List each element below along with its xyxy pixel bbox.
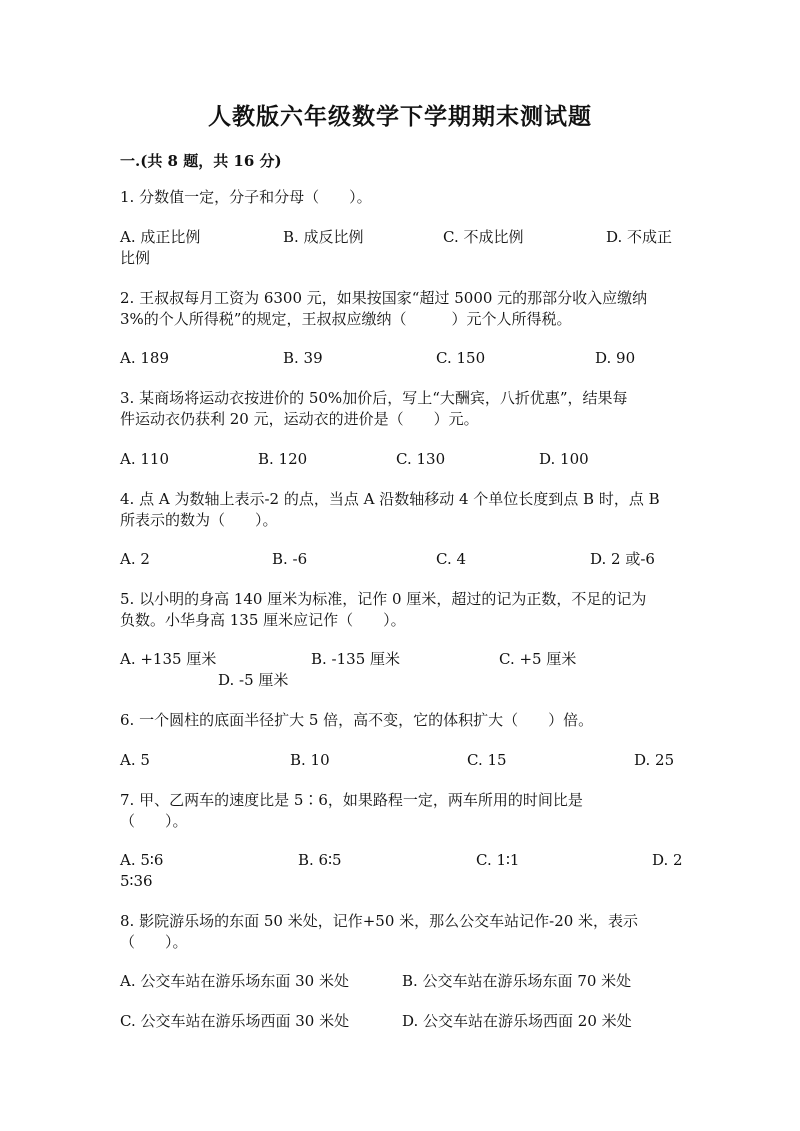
page-title: 人教版六年级数学下学期期末测试题 (208, 103, 592, 130)
question-5-option-b: B. -135 厘米 (311, 650, 401, 668)
question-7-option-c: C. 1∶1 (476, 851, 520, 869)
question-8-option-b: B. 公交车站在游乐场东面 70 米处 (402, 972, 632, 990)
question-3-option-a: A. 110 (120, 450, 169, 468)
question-1-option-d: D. 不成正 (606, 228, 673, 246)
question-8-stem-line-1: 8. 影院游乐场的东面 50 米处，记作+50 米，那么公交车站记作-20 米，表示 (120, 912, 639, 930)
question-4-option-d: D. 2 或-6 (590, 550, 655, 568)
question-4-option-c: C. 4 (436, 550, 467, 568)
question-2-option-b: B. 39 (283, 349, 323, 367)
question-1-option-b: B. 成反比例 (283, 228, 364, 246)
question-7-stem-line-2: （ ）。 (120, 812, 188, 830)
question-2-stem-line-2: 3%的个人所得税”的规定，王叔叔应缴纳（ ）元个人所得税。 (120, 310, 572, 328)
question-1-option-c: C. 不成比例 (443, 228, 524, 246)
question-2-option-d: D. 90 (595, 349, 636, 367)
question-1-option-d-wrap: 比例 (120, 249, 151, 267)
question-3-option-d: D. 100 (539, 450, 589, 468)
question-7-stem-line-1: 7. 甲、乙两车的速度比是 5∶6，如果路程一定，两车所用的时间比是 (120, 791, 583, 809)
question-6-option-d: D. 25 (634, 751, 675, 769)
question-7-option-d-wrap: 5∶36 (120, 872, 153, 890)
question-8-option-a: A. 公交车站在游乐场东面 30 米处 (120, 972, 349, 990)
question-7-option-b: B. 6∶5 (298, 851, 342, 869)
question-5-stem-line-2: 负数。小华身高 135 厘米应记作（ ）。 (120, 611, 406, 629)
section-heading: 一.(共 8 题，共 16 分) (120, 152, 282, 170)
question-4-option-b: B. -6 (272, 550, 308, 568)
question-8-option-d: D. 公交车站在游乐场西面 20 米处 (402, 1012, 632, 1030)
question-8-option-c: C. 公交车站在游乐场西面 30 米处 (120, 1012, 350, 1030)
question-6-option-b: B. 10 (290, 751, 330, 769)
question-8-stem-line-2: （ ）。 (120, 933, 188, 951)
question-5-stem-line-1: 5. 以小明的身高 140 厘米为标准，记作 0 厘米，超过的记为正数，不足的记为 (120, 590, 647, 608)
question-6-option-c: C. 15 (467, 751, 507, 769)
question-3-stem-line-2: 件运动衣仍获利 20 元，运动衣的进价是（ ）元。 (120, 410, 479, 428)
question-4-option-a: A. 2 (120, 550, 150, 568)
question-3-stem-line-1: 3. 某商场将运动衣按进价的 50%加价后，写上“大酬宾，八折优惠”，结果每 (120, 389, 628, 407)
question-6-option-a: A. 5 (120, 751, 150, 769)
question-1-option-a: A. 成正比例 (120, 228, 201, 246)
question-3-option-c: C. 130 (396, 450, 446, 468)
question-4-stem-line-2: 所表示的数为（ ）。 (120, 511, 278, 529)
question-2-option-c: C. 150 (436, 349, 486, 367)
question-5-option-d: D. -5 厘米 (218, 671, 289, 689)
question-5-option-a: A. +135 厘米 (120, 650, 217, 668)
question-5-option-c: C. +5 厘米 (499, 650, 577, 668)
question-6-stem: 6. 一个圆柱的底面半径扩大 5 倍，高不变，它的体积扩大（ ）倍。 (120, 711, 594, 729)
question-1-stem: 1. 分数值一定，分子和分母（ ）。 (120, 188, 372, 206)
question-7-option-a: A. 5∶6 (120, 851, 164, 869)
question-7-option-d: D. 2 (652, 851, 683, 869)
question-4-stem-line-1: 4. 点 A 为数轴上表示-2 的点，当点 A 沿数轴移动 4 个单位长度到点 B 时，点 B (120, 490, 660, 508)
question-2-option-a: A. 189 (120, 349, 169, 367)
question-3-option-b: B. 120 (258, 450, 308, 468)
question-2-stem-line-1: 2. 王叔叔每月工资为 6300 元，如果按国家“超过 5000 元的那部分收入应缴纳 (120, 289, 648, 307)
